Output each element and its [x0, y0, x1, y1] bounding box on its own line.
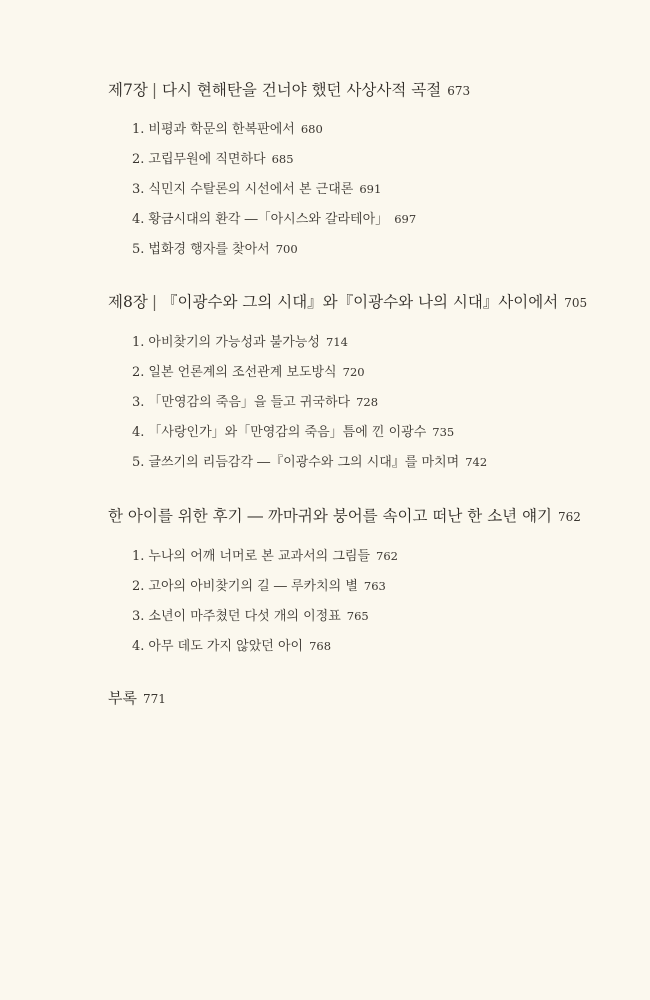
item-title: 법화경 행자를 찾아서	[148, 242, 270, 257]
item-number: 4.	[132, 425, 145, 440]
appendix-entry	[108, 688, 166, 709]
section-list	[108, 546, 620, 656]
list-item	[132, 422, 620, 442]
list-item	[132, 209, 620, 229]
chapter-label: 제8장	[108, 293, 148, 311]
item-title: 고립무원에 직면하다	[148, 152, 266, 167]
item-page-number: 720	[342, 365, 365, 379]
chapter-8	[108, 292, 620, 472]
item-title: 식민지 수탈론의 시선에서 본 근대론	[148, 182, 354, 197]
list-item	[132, 119, 620, 139]
item-number: 2.	[132, 152, 145, 167]
appendix-page-number: 771	[142, 692, 166, 706]
section-list	[108, 332, 620, 472]
item-page-number: 735	[432, 425, 455, 439]
item-number: 1.	[132, 549, 145, 564]
list-item	[132, 636, 620, 656]
afterword-heading	[108, 506, 620, 526]
list-item	[132, 576, 620, 596]
item-title: 누나의 어깨 너머로 본 교과서의 그림들	[148, 549, 370, 564]
list-item	[132, 452, 620, 472]
list-item	[132, 239, 620, 259]
list-item	[132, 392, 620, 412]
item-number: 2.	[132, 579, 145, 594]
item-title: 글쓰기의 리듬감각 ―『이광수와 그의 시대』를 마치며	[148, 455, 460, 470]
chapter-page-number: 673	[447, 84, 471, 98]
item-page-number: 700	[275, 242, 298, 256]
list-item	[132, 362, 620, 382]
list-item	[132, 179, 620, 199]
item-number: 4.	[132, 212, 145, 227]
chapter-7	[108, 80, 620, 259]
item-page-number: 765	[346, 609, 369, 623]
item-title: 소년이 마주쳤던 다섯 개의 이정표	[148, 609, 341, 624]
item-number: 1.	[132, 122, 145, 137]
item-title: 비평과 학문의 한복판에서	[148, 122, 295, 137]
item-page-number: 763	[363, 579, 386, 593]
appendix-title: 부록	[108, 689, 137, 707]
item-number: 5.	[132, 455, 145, 470]
item-number: 3.	[132, 609, 145, 624]
item-title: 아무 데도 가지 않았던 아이	[148, 639, 304, 654]
afterword-title: 한 아이를 위한 후기 ― 까마귀와 붕어를 속이고 떠난 한 소년 얘기	[108, 507, 553, 525]
afterword	[108, 506, 620, 656]
list-item	[132, 546, 620, 566]
item-title: 황금시대의 환각 ―「아시스와 갈라테아」	[148, 212, 389, 227]
item-number: 5.	[132, 242, 145, 257]
item-number: 3.	[132, 182, 145, 197]
item-page-number: 762	[376, 549, 398, 563]
chapter-title: 다시 현해탄을 건너야 했던 사상사적 곡절	[162, 81, 442, 99]
item-page-number: 697	[394, 212, 417, 226]
list-item	[132, 606, 620, 626]
item-number: 4.	[132, 639, 145, 654]
item-number: 1.	[132, 335, 145, 350]
chapter-8-heading	[108, 292, 620, 312]
item-number: 2.	[132, 365, 145, 380]
item-title: 고아의 아비찾기의 길 ― 루카치의 별	[148, 579, 358, 594]
item-title: 일본 언론계의 조선관계 보도방식	[148, 365, 337, 380]
list-item	[132, 332, 620, 352]
section-list	[108, 119, 620, 259]
item-page-number: 768	[309, 639, 332, 653]
chapter-separator: |	[151, 293, 158, 311]
item-page-number: 685	[271, 152, 294, 166]
afterword-page-number: 762	[558, 510, 581, 524]
item-title: 「만영감의 죽음」을 들고 귀국하다	[148, 395, 351, 410]
chapter-7-heading	[108, 80, 620, 100]
item-page-number: 728	[356, 395, 379, 409]
list-item	[132, 149, 620, 169]
chapter-title: 『이광수와 그의 시대』와『이광수와 나의 시대』사이에서	[162, 293, 559, 311]
item-page-number: 680	[300, 122, 323, 136]
item-title: 「사랑인가」와「만영감의 죽음」틈에 낀 이광수	[148, 425, 427, 440]
chapter-page-number: 705	[564, 296, 588, 310]
item-page-number: 714	[325, 335, 348, 349]
item-title: 아비찾기의 가능성과 불가능성	[148, 335, 320, 350]
item-page-number: 742	[465, 455, 488, 469]
item-number: 3.	[132, 395, 145, 410]
item-page-number: 691	[359, 182, 382, 196]
chapter-separator: |	[151, 81, 158, 99]
chapter-label: 제7장	[108, 81, 148, 99]
